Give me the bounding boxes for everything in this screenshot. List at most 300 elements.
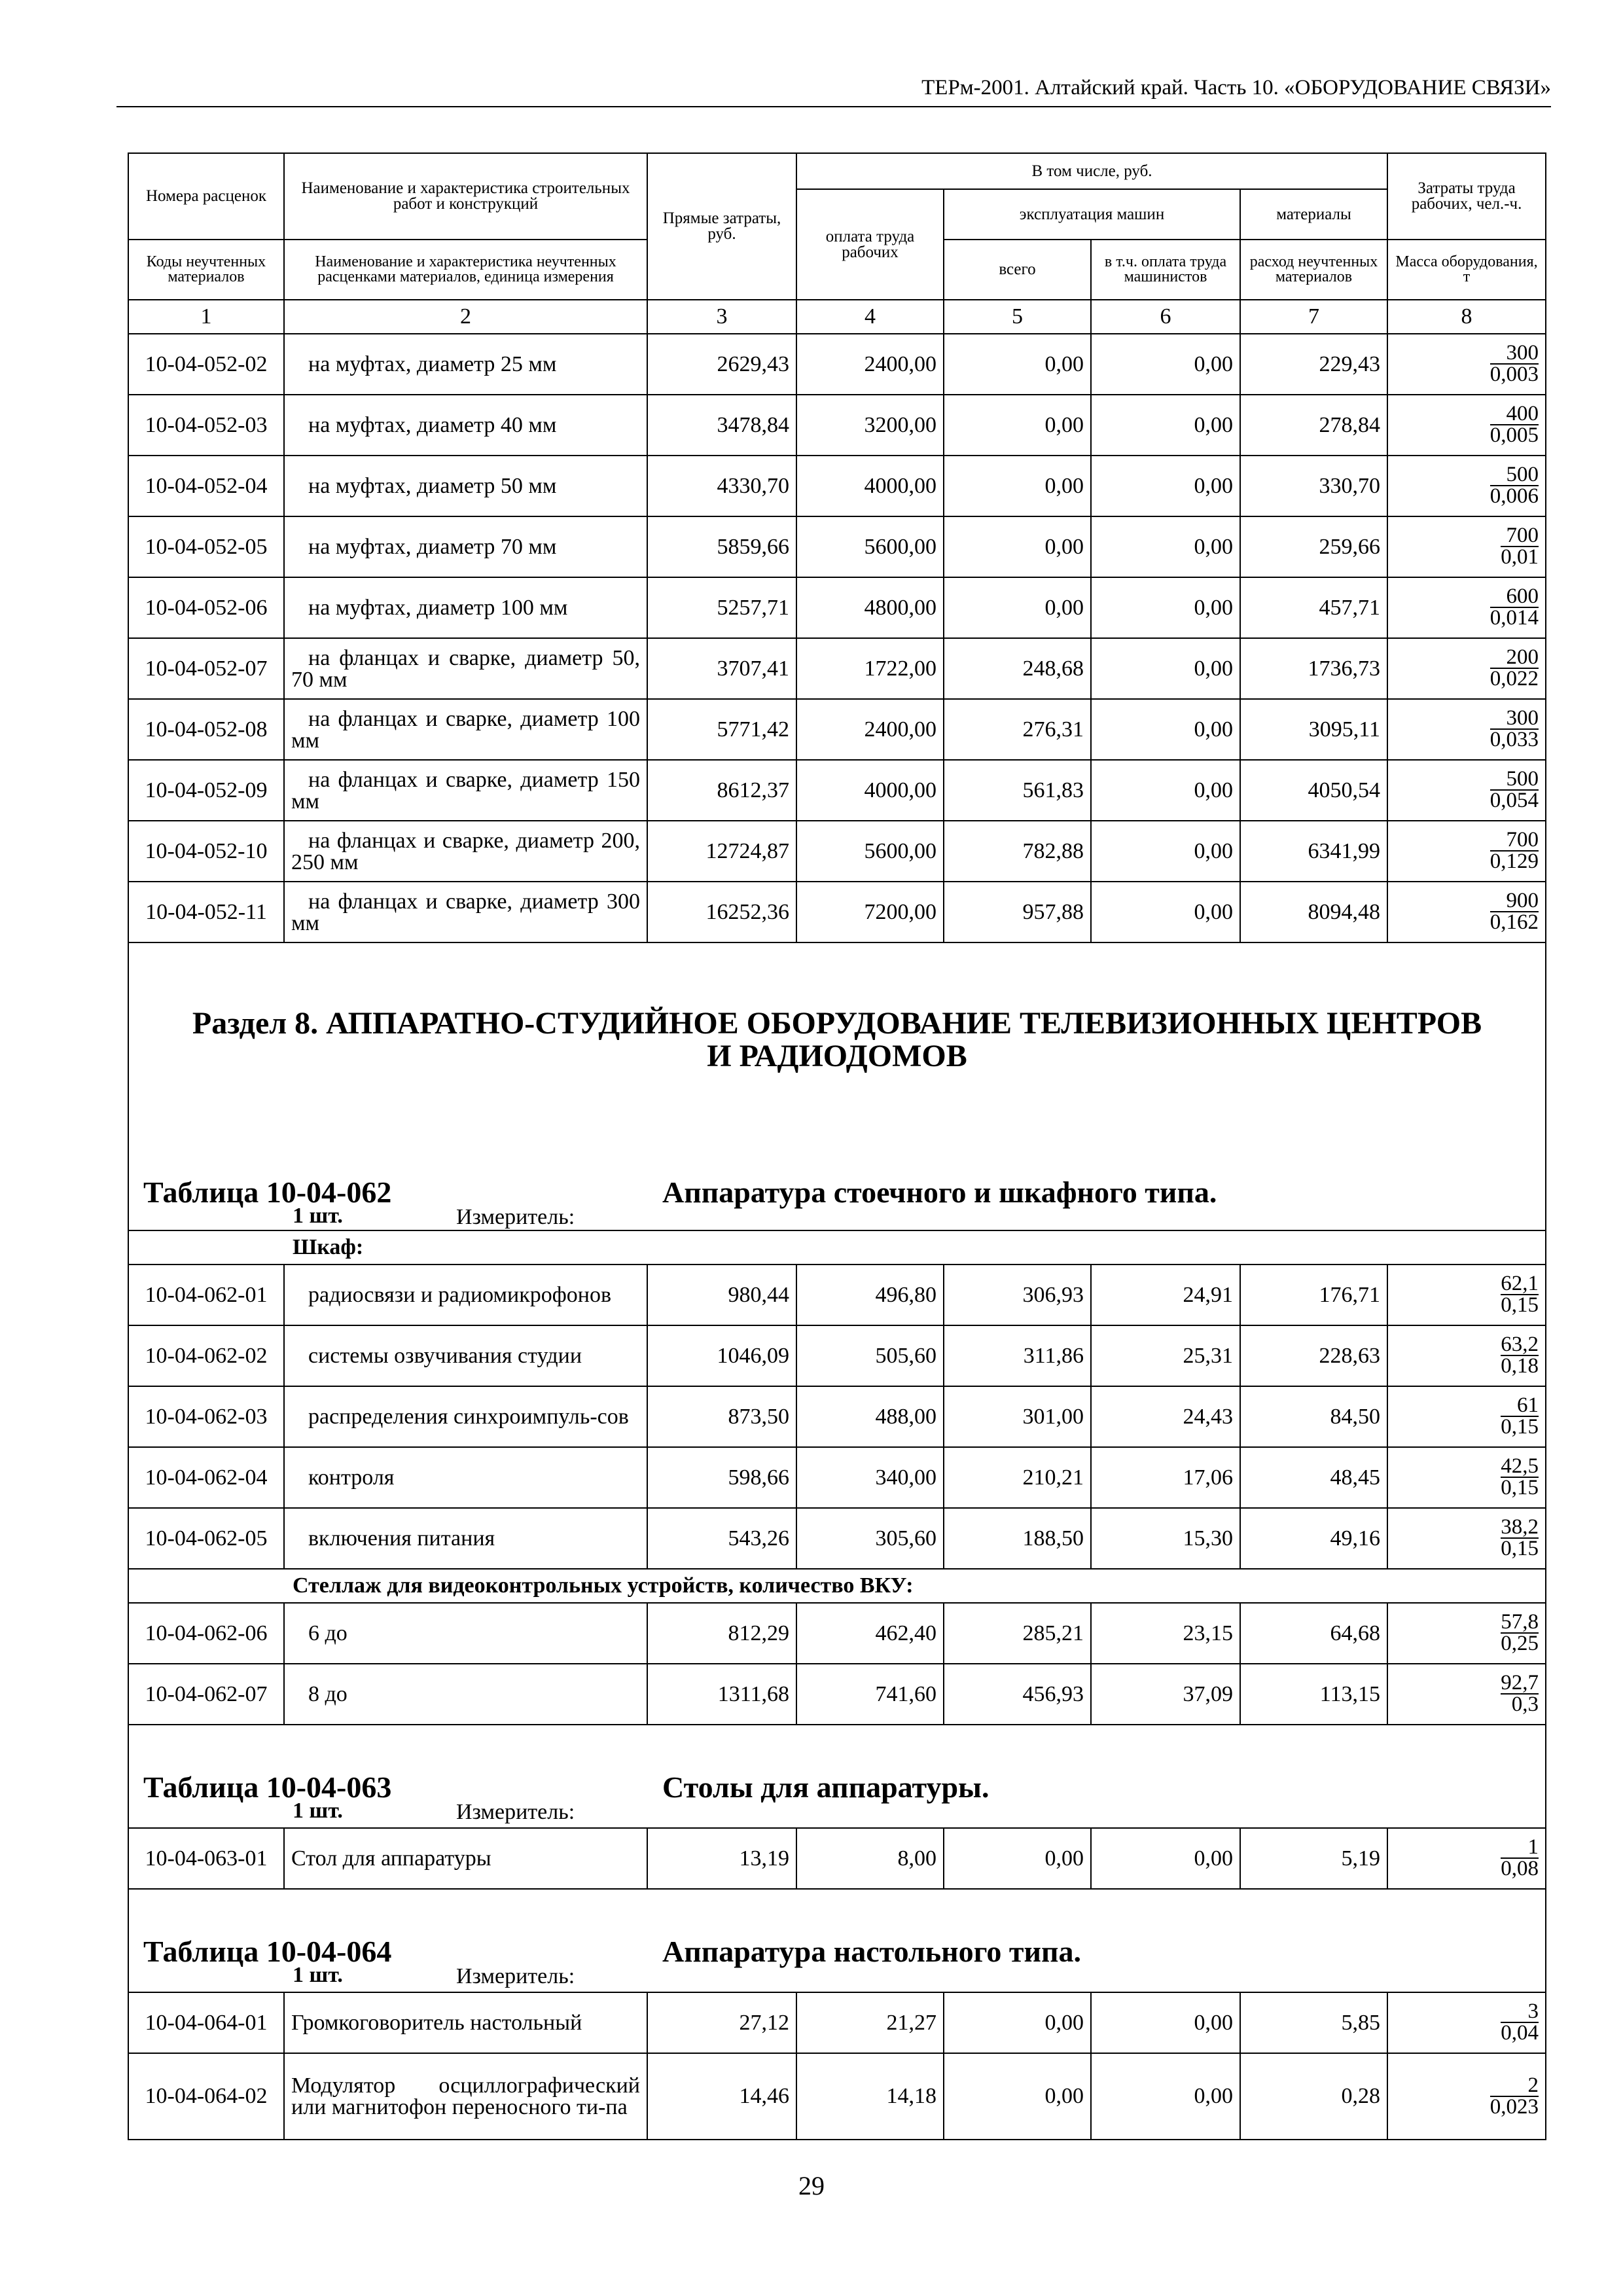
equipment-mass-value: 0,003	[1489, 363, 1539, 386]
machines-total: 0,00	[944, 395, 1091, 456]
fraction	[1490, 404, 1539, 446]
rate-code: 10-04-052-04	[128, 456, 284, 516]
direct-costs: 3707,41	[647, 638, 796, 699]
materials: 6341,99	[1240, 821, 1387, 882]
rate-code: 10-04-052-08	[128, 699, 284, 760]
labor-and-mass	[1387, 1386, 1546, 1447]
materials: 278,84	[1240, 395, 1387, 456]
labor-costs-value: 400	[1506, 402, 1539, 425]
labor-pay: 2400,00	[796, 334, 944, 395]
materials: 64,68	[1240, 1603, 1387, 1664]
machinist-pay: 15,30	[1091, 1508, 1240, 1569]
section-title-line-2: И РАДИОДОМОВ	[707, 1039, 967, 1073]
section-title	[129, 1007, 1545, 1073]
rate-code: 10-04-064-01	[128, 1992, 284, 2053]
table-row	[128, 334, 1546, 395]
fraction	[1490, 647, 1539, 689]
rate-name	[284, 1508, 647, 1569]
col-header-name: Наименование и характеристика строительных работ и конструкций	[284, 153, 647, 240]
fraction	[1501, 1456, 1539, 1498]
rate-name-text: на фланцах и сварке, диаметр 100 мм	[291, 706, 640, 753]
materials: 3095,11	[1240, 699, 1387, 760]
labor-and-mass	[1387, 1603, 1546, 1664]
rate-name	[284, 760, 647, 821]
machines-total: 0,00	[944, 1992, 1091, 2053]
rate-name	[284, 638, 647, 699]
rate-code: 10-04-064-02	[128, 2053, 284, 2140]
direct-costs: 980,44	[647, 1265, 796, 1325]
rate-name-text: Модулятор осциллографический или магнитофон переносного ти-па	[291, 2073, 640, 2119]
column-number: 6	[1091, 300, 1240, 334]
machines-total: 0,00	[944, 577, 1091, 638]
labor-costs-value: 57,8	[1501, 1610, 1539, 1634]
col-header-material-codes: Коды неучтенных материалов	[128, 240, 284, 300]
labor-costs-value: 600	[1506, 584, 1539, 608]
equipment-mass-value: 0,162	[1489, 910, 1539, 934]
rate-name-text: распределения синхроимпуль-сов	[308, 1405, 629, 1429]
rate-name	[284, 1664, 647, 1725]
machinist-pay: 0,00	[1091, 882, 1240, 942]
equipment-mass-value: 0,08	[1501, 1857, 1539, 1880]
materials: 1736,73	[1240, 638, 1387, 699]
col-header-equipment-mass: Масса оборудования, т	[1387, 240, 1546, 300]
machinist-pay: 37,09	[1091, 1664, 1240, 1725]
rows-table-064	[128, 1992, 1546, 2140]
col-header-labor-pay: оплата труда рабочих	[796, 189, 944, 300]
labor-and-mass	[1387, 821, 1546, 882]
table-row	[128, 1992, 1546, 2053]
direct-costs: 8612,37	[647, 760, 796, 821]
table-row	[128, 760, 1546, 821]
rate-name	[284, 456, 647, 516]
table-row	[128, 516, 1546, 577]
labor-and-mass	[1387, 516, 1546, 577]
machines-total: 285,21	[944, 1603, 1091, 1664]
rate-name-text: на муфтах, диаметр 40 мм	[308, 412, 557, 437]
rows-table-063	[128, 1828, 1546, 1889]
direct-costs: 2629,43	[647, 334, 796, 395]
unit-label: Измеритель:	[456, 1964, 575, 1988]
equipment-mass-value: 0,006	[1489, 484, 1539, 508]
column-number: 4	[796, 300, 944, 334]
table-062-heading	[129, 1167, 1545, 1209]
rate-name-text: на муфтах, диаметр 50 мм	[308, 473, 557, 498]
rows-table-052	[128, 334, 1546, 942]
labor-pay: 2400,00	[796, 699, 944, 760]
header-row-1	[128, 153, 1546, 189]
labor-pay: 741,60	[796, 1664, 944, 1725]
table-row	[128, 1325, 1546, 1386]
rate-code: 10-04-052-07	[128, 638, 284, 699]
machinist-pay: 0,00	[1091, 1828, 1240, 1889]
labor-pay: 5600,00	[796, 821, 944, 882]
rate-name-text: включения питания	[308, 1526, 495, 1551]
machines-total: 782,88	[944, 821, 1091, 882]
direct-costs: 873,50	[647, 1386, 796, 1447]
equipment-mass-value: 0,014	[1489, 606, 1539, 630]
labor-pay: 340,00	[796, 1447, 944, 1508]
labor-costs-value: 500	[1506, 767, 1539, 791]
rate-name	[284, 1386, 647, 1447]
group-cabinet: Шкаф:	[128, 1230, 1546, 1265]
rate-code: 10-04-062-02	[128, 1325, 284, 1386]
machinist-pay: 0,00	[1091, 638, 1240, 699]
machinist-pay: 24,43	[1091, 1386, 1240, 1447]
labor-costs-value: 63,2	[1501, 1333, 1539, 1356]
labor-costs-value: 700	[1506, 524, 1539, 547]
fraction	[1490, 586, 1539, 628]
column-number: 5	[944, 300, 1091, 334]
direct-costs: 13,19	[647, 1828, 796, 1889]
machines-total: 456,93	[944, 1664, 1091, 1725]
machinist-pay: 0,00	[1091, 821, 1240, 882]
table-row	[128, 1386, 1546, 1447]
labor-pay: 4000,00	[796, 760, 944, 821]
labor-costs-value: 38,2	[1501, 1515, 1539, 1539]
materials: 457,71	[1240, 577, 1387, 638]
labor-pay: 7200,00	[796, 882, 944, 942]
labor-costs-value: 900	[1506, 889, 1539, 912]
rate-code: 10-04-062-03	[128, 1386, 284, 1447]
direct-costs: 12724,87	[647, 821, 796, 882]
column-number: 7	[1240, 300, 1387, 334]
table-row	[128, 1508, 1546, 1569]
labor-costs-value: 500	[1506, 463, 1539, 486]
rate-code: 10-04-062-07	[128, 1664, 284, 1725]
rate-name-text: Громкоговоритель настольный	[291, 2010, 582, 2035]
table-063-heading-row	[128, 1725, 1546, 1828]
machines-total: 210,21	[944, 1447, 1091, 1508]
rate-name-text: 6 до	[308, 1621, 348, 1645]
materials: 259,66	[1240, 516, 1387, 577]
rate-name	[284, 821, 647, 882]
labor-costs-value: 61	[1517, 1393, 1539, 1417]
rate-name	[284, 2053, 647, 2140]
machines-total: 0,00	[944, 516, 1091, 577]
labor-costs-value: 2	[1527, 2073, 1539, 2097]
unit-value: 1 шт.	[293, 1204, 343, 1228]
machines-total: 248,68	[944, 638, 1091, 699]
materials: 176,71	[1240, 1265, 1387, 1325]
materials: 330,70	[1240, 456, 1387, 516]
table-row	[128, 699, 1546, 760]
rate-code: 10-04-052-02	[128, 334, 284, 395]
col-header-labor-costs: Затраты труда рабочих, чел.-ч.	[1387, 153, 1546, 240]
equipment-mass-value: 0,15	[1501, 1476, 1539, 1499]
fraction	[1501, 1335, 1539, 1376]
machinist-pay: 17,06	[1091, 1447, 1240, 1508]
rate-name-text: 8 до	[308, 1681, 348, 1706]
col-header-materials-unaccounted: расход неучтенных материалов	[1240, 240, 1387, 300]
machines-total: 0,00	[944, 1828, 1091, 1889]
labor-and-mass	[1387, 760, 1546, 821]
rate-name-text: на муфтах, диаметр 25 мм	[308, 351, 557, 376]
equipment-mass-value: 0,15	[1501, 1415, 1539, 1439]
group-rack: Стеллаж для видеоконтрольных устройств, количество ВКУ:	[128, 1569, 1546, 1603]
rate-code: 10-04-052-09	[128, 760, 284, 821]
equipment-mass-value: 0,129	[1489, 850, 1539, 873]
col-header-including: В том числе, руб.	[796, 153, 1387, 189]
direct-costs: 598,66	[647, 1447, 796, 1508]
labor-and-mass	[1387, 1265, 1546, 1325]
labor-pay: 496,80	[796, 1265, 944, 1325]
rate-name-text: на фланцах и сварке, диаметр 50, 70 мм	[291, 645, 640, 692]
labor-costs-value: 1	[1527, 1835, 1539, 1859]
labor-and-mass	[1387, 2053, 1546, 2140]
equipment-mass-value: 0,04	[1501, 2021, 1539, 2045]
rate-code: 10-04-052-03	[128, 395, 284, 456]
fraction	[1501, 1673, 1539, 1715]
equipment-mass-value: 0,033	[1489, 728, 1539, 751]
labor-pay: 488,00	[796, 1386, 944, 1447]
machines-total: 561,83	[944, 760, 1091, 821]
equipment-mass-value: 0,18	[1501, 1354, 1539, 1378]
materials: 48,45	[1240, 1447, 1387, 1508]
unit-label: Измеритель:	[456, 1205, 575, 1229]
labor-and-mass	[1387, 882, 1546, 942]
fraction	[1490, 465, 1539, 507]
table-row	[128, 1664, 1546, 1725]
labor-and-mass	[1387, 638, 1546, 699]
rate-name	[284, 395, 647, 456]
direct-costs: 1046,09	[647, 1325, 796, 1386]
machines-total: 0,00	[944, 2053, 1091, 2140]
machinist-pay: 0,00	[1091, 1992, 1240, 2053]
table-row	[128, 882, 1546, 942]
labor-and-mass	[1387, 456, 1546, 516]
section-8-row	[128, 942, 1546, 1230]
col-header-materials: материалы	[1240, 189, 1387, 240]
machines-total: 276,31	[944, 699, 1091, 760]
machinist-pay: 0,00	[1091, 395, 1240, 456]
labor-pay: 3200,00	[796, 395, 944, 456]
rate-name	[284, 1325, 647, 1386]
unit-label: Измеритель:	[456, 1800, 575, 1824]
machinist-pay: 0,00	[1091, 2053, 1240, 2140]
direct-costs: 4330,70	[647, 456, 796, 516]
table-row	[128, 1447, 1546, 1508]
direct-costs: 812,29	[647, 1603, 796, 1664]
page-number: 29	[798, 2171, 825, 2200]
labor-and-mass	[1387, 1325, 1546, 1386]
labor-pay: 21,27	[796, 1992, 944, 2053]
equipment-mass-value: 0,01	[1501, 545, 1539, 569]
materials: 0,28	[1240, 2053, 1387, 2140]
rate-code: 10-04-062-04	[128, 1447, 284, 1508]
labor-pay: 5600,00	[796, 516, 944, 577]
rate-name-text: на фланцах и сварке, диаметр 300 мм	[291, 889, 640, 935]
table-row	[128, 395, 1546, 456]
machines-total: 957,88	[944, 882, 1091, 942]
column-number: 1	[128, 300, 284, 334]
rate-name-text: контроля	[308, 1465, 395, 1490]
col-header-machines-total: всего	[944, 240, 1091, 300]
table-062-unit	[129, 1204, 1545, 1230]
column-number: 3	[647, 300, 796, 334]
rate-name-text: на фланцах и сварке, диаметр 200, 250 мм	[291, 828, 640, 874]
labor-pay: 14,18	[796, 2053, 944, 2140]
fraction	[1501, 1395, 1539, 1437]
col-header-direct-costs: Прямые затраты, руб.	[647, 153, 796, 300]
equipment-mass-value: 0,023	[1489, 2094, 1539, 2119]
materials: 229,43	[1240, 334, 1387, 395]
direct-costs: 5859,66	[647, 516, 796, 577]
labor-pay: 505,60	[796, 1325, 944, 1386]
table-064-unit	[129, 1963, 1545, 1989]
group-header-row	[128, 1569, 1546, 1603]
rate-code: 10-04-062-05	[128, 1508, 284, 1569]
materials: 8094,48	[1240, 882, 1387, 942]
equipment-mass-value: 0,15	[1501, 1537, 1539, 1560]
labor-pay: 1722,00	[796, 638, 944, 699]
direct-costs: 3478,84	[647, 395, 796, 456]
machines-total: 301,00	[944, 1386, 1091, 1447]
table-row	[128, 456, 1546, 516]
labor-costs-value: 92,7	[1501, 1671, 1539, 1695]
labor-and-mass	[1387, 395, 1546, 456]
column-number: 8	[1387, 300, 1546, 334]
col-header-codes: Номера расценок	[128, 153, 284, 240]
table-row	[128, 1603, 1546, 1664]
machinist-pay: 0,00	[1091, 516, 1240, 577]
table-062-number: Таблица 10-04-062	[143, 1175, 392, 1209]
labor-and-mass	[1387, 1508, 1546, 1569]
materials: 113,15	[1240, 1664, 1387, 1725]
fraction	[1501, 2001, 1539, 2043]
table-row	[128, 821, 1546, 882]
labor-costs-value: 300	[1506, 706, 1539, 730]
labor-and-mass	[1387, 1828, 1546, 1889]
table-064-heading	[129, 1926, 1545, 1968]
rate-code: 10-04-052-05	[128, 516, 284, 577]
rate-name	[284, 882, 647, 942]
table-063-heading	[129, 1762, 1545, 1804]
equipment-mass-value: 0,3	[1501, 1693, 1539, 1715]
rate-name	[284, 1447, 647, 1508]
labor-and-mass	[1387, 699, 1546, 760]
table-063-title: Столы для аппаратуры.	[662, 1770, 990, 1804]
fraction	[1490, 708, 1539, 750]
machines-total: 0,00	[944, 456, 1091, 516]
machinist-pay: 0,00	[1091, 577, 1240, 638]
col-header-machines: эксплуатация машин	[944, 189, 1240, 240]
equipment-mass-value: 0,005	[1489, 423, 1539, 447]
labor-pay: 4000,00	[796, 456, 944, 516]
labor-and-mass	[1387, 334, 1546, 395]
labor-costs-value: 62,1	[1501, 1272, 1539, 1295]
rate-name	[284, 334, 647, 395]
labor-and-mass	[1387, 1664, 1546, 1725]
equipment-mass-value: 0,022	[1489, 667, 1539, 691]
column-numbers-row	[128, 300, 1546, 334]
labor-costs-value: 700	[1506, 828, 1539, 852]
fraction	[1501, 1274, 1539, 1316]
section-title-line-1: Раздел 8. АППАРАТНО-СТУДИЙНОЕ ОБОРУДОВАНИЕ ТЕЛЕВИЗИОННЫХ ЦЕНТРОВ	[192, 1006, 1482, 1041]
fraction	[1501, 1612, 1539, 1654]
rate-code: 10-04-063-01	[128, 1828, 284, 1889]
machines-total: 0,00	[944, 334, 1091, 395]
rate-name	[284, 1265, 647, 1325]
rows-table-062-racks	[128, 1603, 1546, 1725]
machinist-pay: 0,00	[1091, 334, 1240, 395]
materials: 5,19	[1240, 1828, 1387, 1889]
fraction	[1490, 343, 1539, 385]
rate-name-text: системы озвучивания студии	[308, 1343, 582, 1368]
labor-costs-value: 3	[1527, 2000, 1539, 2023]
labor-costs-value: 300	[1506, 341, 1539, 365]
rate-name-text: на муфтах, диаметр 70 мм	[308, 534, 557, 559]
rate-code: 10-04-052-11	[128, 882, 284, 942]
labor-pay: 4800,00	[796, 577, 944, 638]
direct-costs: 16252,36	[647, 882, 796, 942]
table-063-number: Таблица 10-04-063	[143, 1770, 392, 1804]
labor-costs-value: 200	[1506, 645, 1539, 669]
materials: 4050,54	[1240, 760, 1387, 821]
rate-name-text: радиосвязи и радиомикрофонов	[308, 1282, 612, 1307]
equipment-mass-value: 0,25	[1501, 1632, 1539, 1655]
rate-code: 10-04-052-06	[128, 577, 284, 638]
machinist-pay: 0,00	[1091, 456, 1240, 516]
machines-total: 306,93	[944, 1265, 1091, 1325]
table-row	[128, 1828, 1546, 1889]
materials: 49,16	[1240, 1508, 1387, 1569]
fraction	[1490, 2075, 1539, 2117]
labor-and-mass	[1387, 1447, 1546, 1508]
labor-costs-value: 42,5	[1501, 1454, 1539, 1478]
equipment-mass-value: 0,054	[1489, 789, 1539, 812]
table-063-unit	[129, 1799, 1545, 1825]
direct-costs: 14,46	[647, 2053, 796, 2140]
materials: 5,85	[1240, 1992, 1387, 2053]
unit-value: 1 шт.	[293, 1799, 343, 1823]
table-064-heading-row	[128, 1889, 1546, 1992]
rate-name	[284, 516, 647, 577]
materials: 84,50	[1240, 1386, 1387, 1447]
rate-name	[284, 1603, 647, 1664]
fraction	[1501, 1517, 1539, 1559]
rate-name	[284, 699, 647, 760]
machines-total: 188,50	[944, 1508, 1091, 1569]
labor-pay: 305,60	[796, 1508, 944, 1569]
table-row	[128, 638, 1546, 699]
materials: 228,63	[1240, 1325, 1387, 1386]
rate-name-text: на фланцах и сварке, диаметр 150 мм	[291, 767, 640, 814]
col-header-material-names: Наименование и характеристика неучтенных расценками материалов, единица измерения	[284, 240, 647, 300]
machinist-pay: 24,91	[1091, 1265, 1240, 1325]
table-row	[128, 2053, 1546, 2140]
direct-costs: 1311,68	[647, 1664, 796, 1725]
rate-code: 10-04-062-06	[128, 1603, 284, 1664]
group-header-row	[128, 1230, 1546, 1265]
rate-name	[284, 1992, 647, 2053]
rows-table-062-cabinets	[128, 1265, 1546, 1569]
unit-value: 1 шт.	[293, 1963, 343, 1987]
machinist-pay: 23,15	[1091, 1603, 1240, 1664]
fraction	[1490, 891, 1539, 933]
direct-costs: 5771,42	[647, 699, 796, 760]
rate-name-text: на муфтах, диаметр 100 мм	[308, 595, 568, 620]
col-header-machinist-pay: в т.ч. оплата труда машинистов	[1091, 240, 1240, 300]
estimate-table	[128, 152, 1546, 2140]
labor-and-mass	[1387, 1992, 1546, 2053]
fraction	[1501, 1837, 1539, 1879]
rate-name	[284, 577, 647, 638]
labor-pay: 462,40	[796, 1603, 944, 1664]
machinist-pay: 0,00	[1091, 699, 1240, 760]
table-064-title: Аппаратура настольного типа.	[662, 1935, 1081, 1968]
table-row	[128, 1265, 1546, 1325]
labor-pay: 8,00	[796, 1828, 944, 1889]
